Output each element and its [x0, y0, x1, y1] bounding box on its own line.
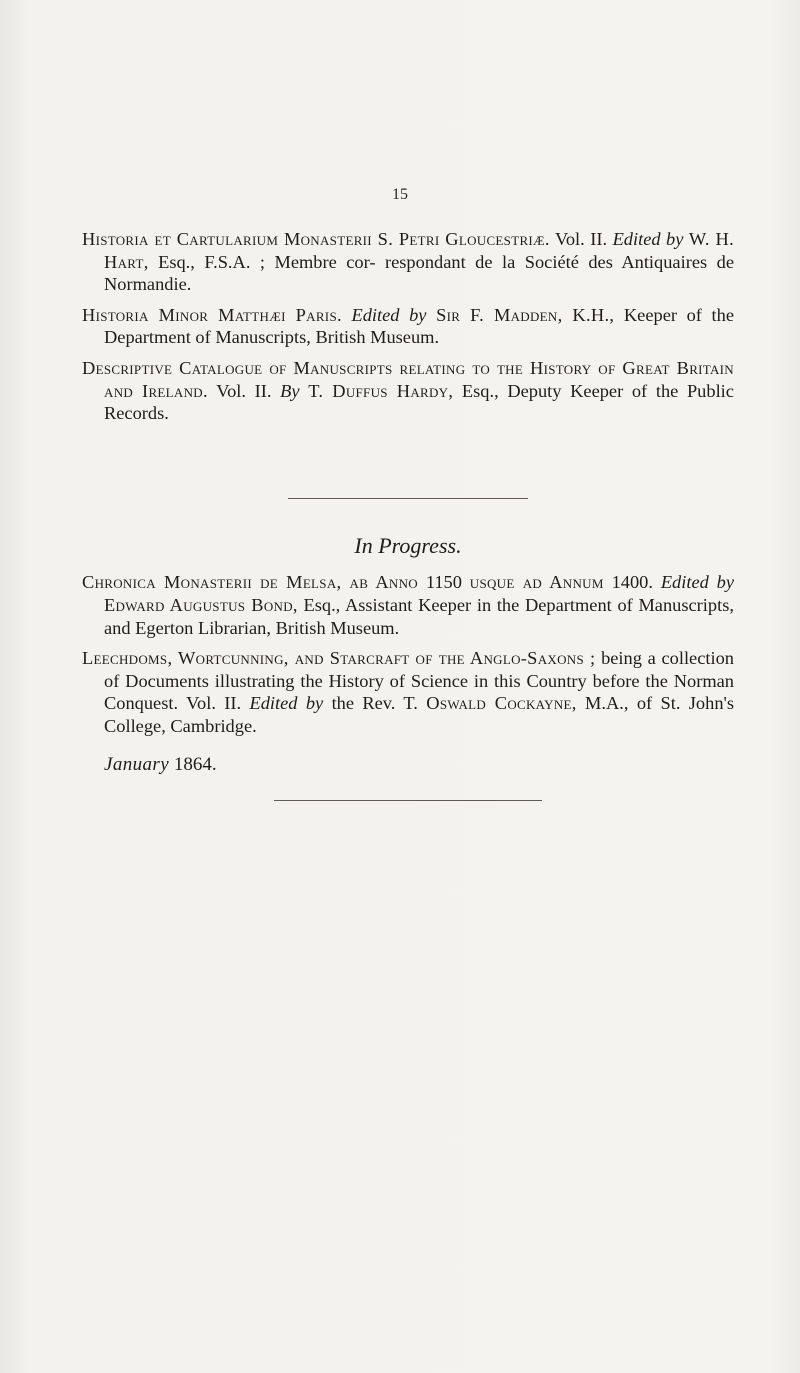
by-label: By	[280, 380, 300, 401]
in-progress-heading: In Progress.	[354, 532, 462, 558]
entry-year-to: 1400.	[611, 572, 653, 593]
entry-gloucester-cartulary	[82, 228, 734, 296]
entry-title: Descriptive Catalogue of Manuscripts relating to the History of Great Britain and Ireland.	[82, 357, 734, 401]
entry-descriptive-catalogue	[82, 357, 734, 425]
closing-rule	[274, 800, 542, 801]
entry-volume: Vol. II.	[186, 693, 242, 714]
entry-editor-prefix: the Rev. T.	[331, 693, 418, 714]
entry-title: Leechdoms, Wortcunning, and Starcraft of the Anglo-Saxons ;	[82, 648, 596, 669]
entry-leechdoms	[82, 647, 734, 737]
date-month: January	[104, 753, 170, 775]
entry-year-from: 1150	[425, 572, 462, 593]
entry-title: Historia Minor Matthæi Paris.	[82, 304, 342, 325]
date-year: 1864.	[173, 753, 217, 775]
section-divider	[288, 498, 528, 499]
entry-details-continued: M.A., of St. John's College, Cambridge.	[104, 693, 734, 736]
edited-by-label: Edited by	[351, 304, 427, 325]
page-content	[82, 228, 734, 801]
page-number: 15	[392, 186, 408, 203]
entry-editor: W. H. Hart,	[104, 229, 734, 272]
entry-editor: Edward Augustus Bond,	[104, 594, 298, 615]
entry-title-continued: usque ad Annum	[469, 572, 604, 593]
entry-details: Esq., F.S.A. ; Membre cor- respondant de la Société des Antiquaires de Normandie.	[104, 251, 734, 295]
entry-volume: Vol. II.	[554, 229, 608, 249]
entry-volume: Vol. II.	[216, 380, 272, 401]
entry-title: Historia et Cartularium Monasterii S. Petri Gloucestriæ.	[82, 229, 550, 249]
entry-title: Chronica Monasterii de Melsa, ab Anno	[82, 572, 418, 593]
entry-editor: Sir F. Madden, K.H.,	[436, 304, 615, 325]
entry-editor: T. Duffus Hardy,	[308, 380, 454, 401]
publication-date	[82, 754, 734, 777]
entry-details: being a collection of Documents illustrating the History of Science in this Country before the Norman Conquest.	[104, 648, 734, 714]
edited-by-label: Edited by	[612, 229, 684, 249]
entry-details: Keeper of the Department of Manuscripts, British Museum.	[104, 304, 734, 348]
entry-chronica-melsa	[82, 571, 734, 639]
entry-details: Esq., Assistant Keeper in the Department of Manuscripts, and Egerton Librarian, British Museum.	[104, 594, 734, 638]
entry-details: Esq., Deputy Keeper of the Public Records.	[104, 380, 734, 424]
edited-by-label: Edited by	[249, 693, 324, 714]
entry-editor: Oswald Cockayne,	[426, 693, 577, 714]
edited-by-label: Edited by	[660, 572, 735, 593]
entry-historia-minor	[82, 304, 734, 349]
